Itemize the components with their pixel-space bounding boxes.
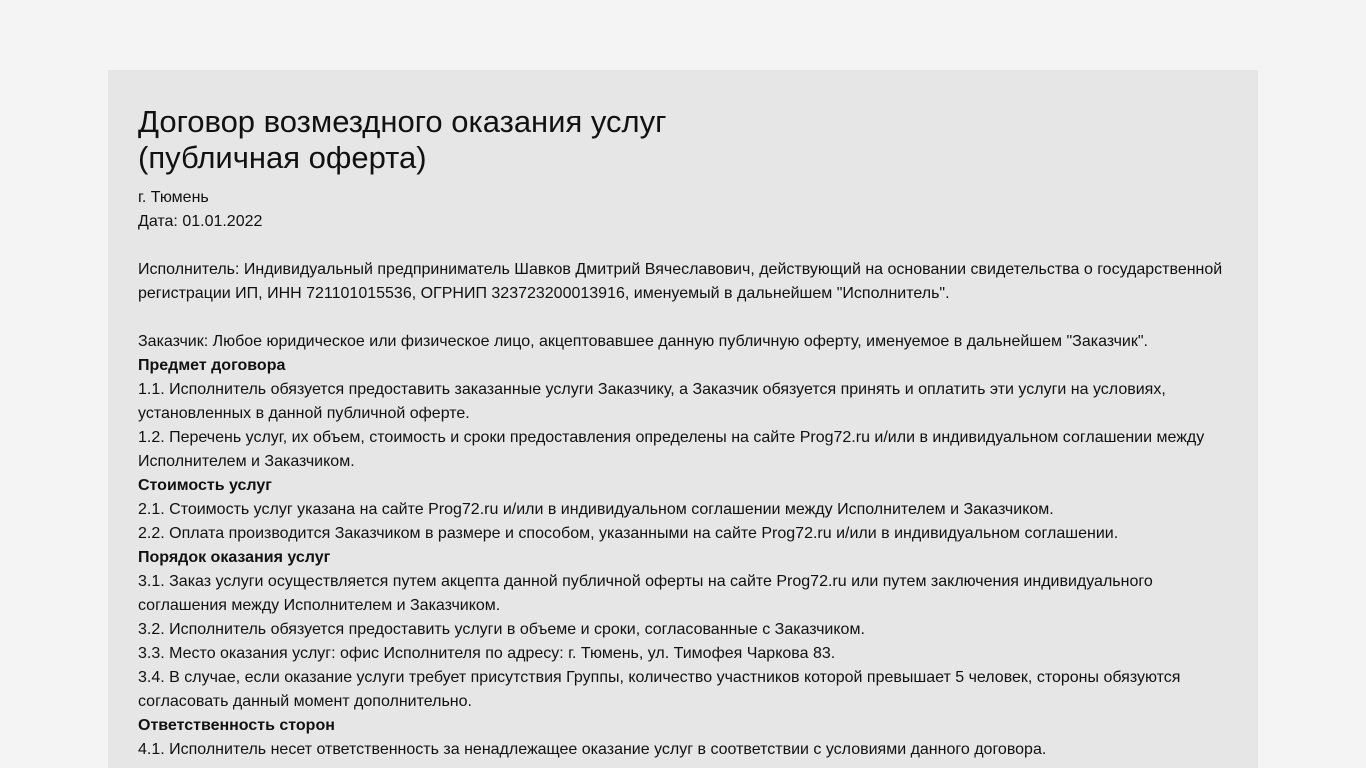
document-title-line2: (публичная оферта) xyxy=(138,140,427,175)
document-meta xyxy=(138,186,1228,234)
section-heading: Порядок оказания услуг xyxy=(138,549,331,566)
section-liability xyxy=(138,714,1228,762)
section-heading: Ответственность сторон xyxy=(138,717,335,734)
section-cost xyxy=(138,474,1228,546)
clause: 3.4. В случае, если оказание услуги требует присутствия Группы, количество участников которой превышает 5 человек, стороны обязуются согласовать данный момент дополнительно. xyxy=(138,669,1181,710)
clause: 1.1. Исполнитель обязуется предоставить заказанные услуги Заказчику, а Заказчик обязуется принять и оплатить эти услуги на условиях, установленных в данной публичной оферте. xyxy=(138,381,1166,422)
contract-document xyxy=(108,70,1258,768)
clause: 2.2. Оплата производится Заказчиком в размере и способом, указанными на сайте Prog72.ru и/или в индивидуальном соглашении. xyxy=(138,525,1119,542)
document-title-line1: Договор возмездного оказания услуг xyxy=(138,104,667,139)
document-title xyxy=(138,104,1228,176)
clause: 4.1. Исполнитель несет ответственность за ненадлежащее оказание услуг в соответствии с условиями данного договора. xyxy=(138,741,1047,758)
executor-paragraph: Исполнитель: Индивидуальный предприниматель Шавков Дмитрий Вячеславович, действующий на основании свидетельства о государственной регистрации ИП, ИНН 721101015536, ОГРНИП 323723200013916, именуемый в дальнейшем "Исполнитель". xyxy=(138,261,1223,302)
clause: 1.2. Перечень услуг, их объем, стоимость и сроки предоставления определены на сайте Prog72.ru и/или в индивидуальном соглашении между Исполнителем и Заказчиком. xyxy=(138,429,1205,470)
clause: 3.3. Место оказания услуг: офис Исполнителя по адресу: г. Тюмень, ул. Тимофея Чаркова 83. xyxy=(138,645,836,662)
document-city: г. Тюмень xyxy=(138,189,209,206)
clause: 2.1. Стоимость услуг указана на сайте Prog72.ru и/или в индивидуальном соглашении между Исполнителем и Заказчиком. xyxy=(138,501,1054,518)
clause: 3.2. Исполнитель обязуется предоставить услуги в объеме и сроки, согласованные с Заказчиком. xyxy=(138,621,865,638)
spacer xyxy=(138,306,1228,330)
clause: 3.1. Заказ услуги осуществляется путем акцепта данной публичной оферты на сайте Prog72.ru или путем заключения индивидуального соглашения между Исполнителем и Заказчиком. xyxy=(138,573,1153,614)
section-procedure xyxy=(138,546,1228,714)
section-heading: Стоимость услуг xyxy=(138,477,272,494)
customer-paragraph: Заказчик: Любое юридическое или физическое лицо, акцептовавшее данную публичную оферту, именуемое в дальнейшем "Заказчик". xyxy=(138,333,1148,350)
document-date: Дата: 01.01.2022 xyxy=(138,213,263,230)
spacer xyxy=(138,234,1228,258)
section-subject xyxy=(138,354,1228,474)
section-heading: Предмет договора xyxy=(138,357,286,374)
